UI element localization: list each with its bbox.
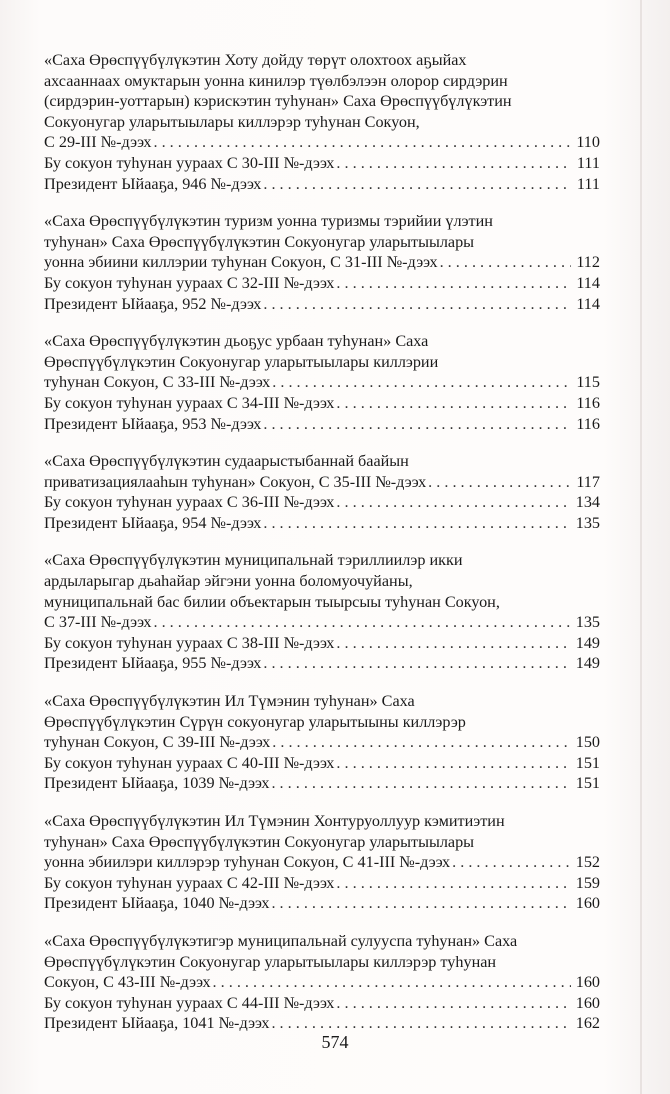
toc-title-line: ахсааннаах омуктарын уонна кинилэр түөлбэлээн олорор сирдэрин	[44, 71, 508, 90]
toc-entry-page: 149	[575, 654, 600, 673]
toc-entry-label: приватизациялааһын туһунан» Сокуон, С 35-III №-дээх	[44, 472, 427, 491]
toc-title-line: Өрөспүүбүлүкэтин Сүрүн сокуонугар уларытыыны киллэрэр	[44, 712, 466, 731]
toc-title-line: Сокуонугар уларытыылары киллэрэр туһунан Сокуон,	[44, 112, 420, 131]
toc-entry-page: 152	[575, 853, 600, 872]
toc-entry[interactable]	[44, 273, 600, 294]
toc-entry[interactable]	[44, 472, 600, 493]
page-edge	[640, 0, 642, 1094]
toc-entry-label: Сокуон, С 43-III №-дээх	[44, 973, 211, 992]
toc-entry-page: 135	[575, 513, 600, 532]
dot-leader	[272, 732, 571, 753]
toc-group	[44, 211, 600, 314]
toc-entry[interactable]	[44, 1013, 600, 1034]
dot-leader	[336, 873, 571, 894]
toc-entry[interactable]	[44, 753, 600, 774]
toc-title-line: (сирдэрин-уоттарын) кэрискэтин туһунан» Саха Өрөспүүбүлүкэтин	[44, 92, 512, 111]
toc-entry-page: 160	[575, 973, 600, 992]
toc-entry[interactable]	[44, 893, 600, 914]
dot-leader	[263, 294, 571, 315]
dot-leader	[271, 1013, 571, 1034]
dot-leader	[336, 393, 571, 414]
dot-leader	[263, 174, 571, 195]
dot-leader	[336, 993, 571, 1014]
toc-entry[interactable]	[44, 414, 600, 435]
dot-leader	[336, 753, 571, 774]
toc-entry[interactable]	[44, 633, 600, 654]
toc-entry-label: Бу сокуон туһунан уураах С 34-III №-дээх	[44, 393, 335, 412]
toc-entry[interactable]	[44, 773, 600, 794]
toc-title-line: «Саха Өрөспүүбүлүкэтин туризм уонна туризмы тэрийии үлэтин	[44, 212, 493, 231]
toc-entry-page: 115	[576, 373, 600, 392]
toc-entry-label: туһунан Сокуон, С 33-III №-дээх	[44, 373, 271, 392]
toc-entry[interactable]	[44, 372, 600, 393]
toc-title-line: «Саха Өрөспүүбүлүкэтин Хоту дойду төрүт олохтоох аҕыйах	[44, 51, 467, 69]
toc-group	[44, 331, 600, 434]
dot-leader	[272, 372, 571, 393]
toc-entry-page: 116	[576, 393, 600, 412]
dot-leader	[440, 252, 571, 273]
toc-entry-page: 149	[575, 633, 600, 652]
toc-entry[interactable]	[44, 393, 600, 414]
toc-entry-page: 111	[576, 174, 600, 193]
toc-entry[interactable]	[44, 972, 600, 993]
toc-title-line: туһунан» Саха Өрөспүүбүлүкэтин Сокуонугар уларытыылары	[44, 232, 475, 251]
toc-entry-page: 112	[576, 253, 600, 272]
toc-entry[interactable]	[44, 732, 600, 753]
toc-entry-page: 116	[576, 414, 600, 433]
toc-entry[interactable]	[44, 612, 600, 633]
toc-entry[interactable]	[44, 873, 600, 894]
dot-leader	[336, 492, 571, 513]
toc-entry-label: С 37-III №-дээх	[44, 613, 152, 632]
toc-title-line: «Саха Өрөспүүбүлүкэтигэр муниципальнай сулууспа туһунан» Саха	[44, 931, 518, 950]
toc-group	[44, 931, 600, 1034]
toc-entry-page: 162	[575, 1014, 600, 1033]
toc-entry-label: С 29-III №-дээх	[44, 133, 152, 152]
toc-title-line: туһунан» Саха Өрөспүүбүлүкэтин Сокуонугар уларытыылары	[44, 832, 475, 851]
toc-group	[44, 50, 600, 194]
toc-entry-label: Президент Ыйааҕа, 946 №-дээх	[44, 174, 262, 193]
toc-entry[interactable]	[44, 852, 600, 873]
toc-group	[44, 451, 600, 533]
page-number: 574	[321, 1032, 349, 1052]
toc-entry[interactable]	[44, 492, 600, 513]
dot-leader	[153, 612, 571, 633]
toc-group	[44, 811, 600, 914]
dot-leader	[271, 773, 571, 794]
toc-entry[interactable]	[44, 153, 600, 174]
toc-entry[interactable]	[44, 174, 600, 195]
toc-entry-page: 117	[576, 472, 600, 491]
toc-entry-label: Президент Ыйааҕа, 952 №-дээх	[44, 294, 262, 313]
toc-entry-page: 151	[575, 774, 600, 793]
toc-entry-label: уонна эбиилэри киллэрэр туһунан Сокуон, С 41-III №-дээх	[44, 853, 451, 872]
toc-entry-label: Бу сокуон туһунан уураах С 44-III №-дээх	[44, 993, 335, 1012]
toc-entry-page: 159	[575, 873, 600, 892]
toc-entry-label: Президент Ыйааҕа, 1039 №-дээх	[44, 774, 270, 793]
toc-entry-label: Президент Ыйааҕа, 1041 №-дээх	[44, 1014, 270, 1033]
toc-entry[interactable]	[44, 513, 600, 534]
toc-entry-page: 151	[575, 753, 600, 772]
toc-entry-label: Президент Ыйааҕа, 954 №-дээх	[44, 513, 262, 532]
toc-group	[44, 691, 600, 794]
toc-entry[interactable]	[44, 252, 600, 273]
toc-entry[interactable]	[44, 653, 600, 674]
toc-entry-page: 150	[575, 733, 600, 752]
toc-entry-label: Президент Ыйааҕа, 955 №-дээх	[44, 654, 262, 673]
toc-entry-page: 114	[576, 273, 600, 292]
toc-entry-label: Президент Ыйааҕа, 1040 №-дээх	[44, 894, 270, 913]
dot-leader	[213, 972, 571, 993]
dot-leader	[263, 414, 571, 435]
dot-leader	[428, 472, 571, 493]
dot-leader	[336, 633, 571, 654]
table-of-contents	[44, 50, 600, 1051]
dot-leader	[263, 653, 571, 674]
toc-entry-page: 111	[576, 153, 600, 172]
dot-leader	[263, 513, 571, 534]
toc-title-line: Өрөспүүбүлүкэтин Сокуонугар уларытыылары киллэрии	[44, 352, 439, 371]
toc-title-line: «Саха Өрөспүүбүлүкэтин Ил Түмэнин туһунан» Саха	[44, 692, 415, 711]
dot-leader	[153, 132, 571, 153]
toc-entry-label: уонна эбиини киллэрии туһунан Сокуон, С 31-III №-дээх	[44, 253, 438, 272]
dot-leader	[271, 893, 571, 914]
toc-entry-label: Бу сокуон туһунан уураах С 38-III №-дээх	[44, 633, 335, 652]
toc-entry[interactable]	[44, 132, 600, 153]
toc-entry-label: туһунан Сокуон, С 39-III №-дээх	[44, 733, 271, 752]
toc-title-line: «Саха Өрөспүүбүлүкэтин судаарыстыбаннай баайын	[44, 452, 409, 471]
toc-entry[interactable]	[44, 294, 600, 315]
toc-title-line: «Саха Өрөспүүбүлүкэтин Ил Түмэнин Хонтуруоллуур кэмитиэтин	[44, 812, 505, 830]
toc-entry-page: 160	[575, 993, 600, 1012]
toc-title-line: муниципальнай бас билии объектарын тыырсыы туһунан Сокуон,	[44, 592, 500, 611]
toc-entry-page: 114	[576, 294, 600, 313]
toc-entry-label: Бу сокуон туһунан уураах С 32-III №-дээх	[44, 273, 335, 292]
toc-group	[44, 550, 600, 674]
dot-leader	[336, 273, 571, 294]
toc-title-line: «Саха Өрөспүүбүлүкэтин дьоҕус урбаан туһунан» Саха	[44, 332, 429, 351]
toc-entry-label: Бу сокуон туһунан уураах С 36-III №-дээх	[44, 493, 335, 512]
toc-entry-page: 135	[575, 613, 600, 632]
dot-leader	[336, 153, 571, 174]
toc-title-line: ардыларыгар дьаһайар эйгэни уонна боломуочуйаны,	[44, 572, 413, 591]
toc-entry-label: Президент Ыйааҕа, 953 №-дээх	[44, 414, 262, 433]
toc-entry-page: 160	[575, 894, 600, 913]
toc-entry[interactable]	[44, 993, 600, 1014]
toc-entry-page: 110	[576, 133, 600, 152]
toc-entry-label: Бу сокуон туһунан уураах С 42-III №-дээх	[44, 873, 335, 892]
toc-entry-page: 134	[575, 493, 600, 512]
toc-entry-label: Бу сокуон туһунан уураах С 40-III №-дээх	[44, 753, 335, 772]
toc-title-line: «Саха Өрөспүүбүлүкэтин муниципальнай тэриллиилэр икки	[44, 551, 463, 570]
dot-leader	[452, 852, 571, 873]
toc-title-line: Өрөспүүбүлүкэтин Сокуонугар уларытыылары киллэрэр туһунан	[44, 952, 497, 971]
toc-entry-label: Бу сокуон туһунан уураах С 30-III №-дээх	[44, 153, 335, 172]
